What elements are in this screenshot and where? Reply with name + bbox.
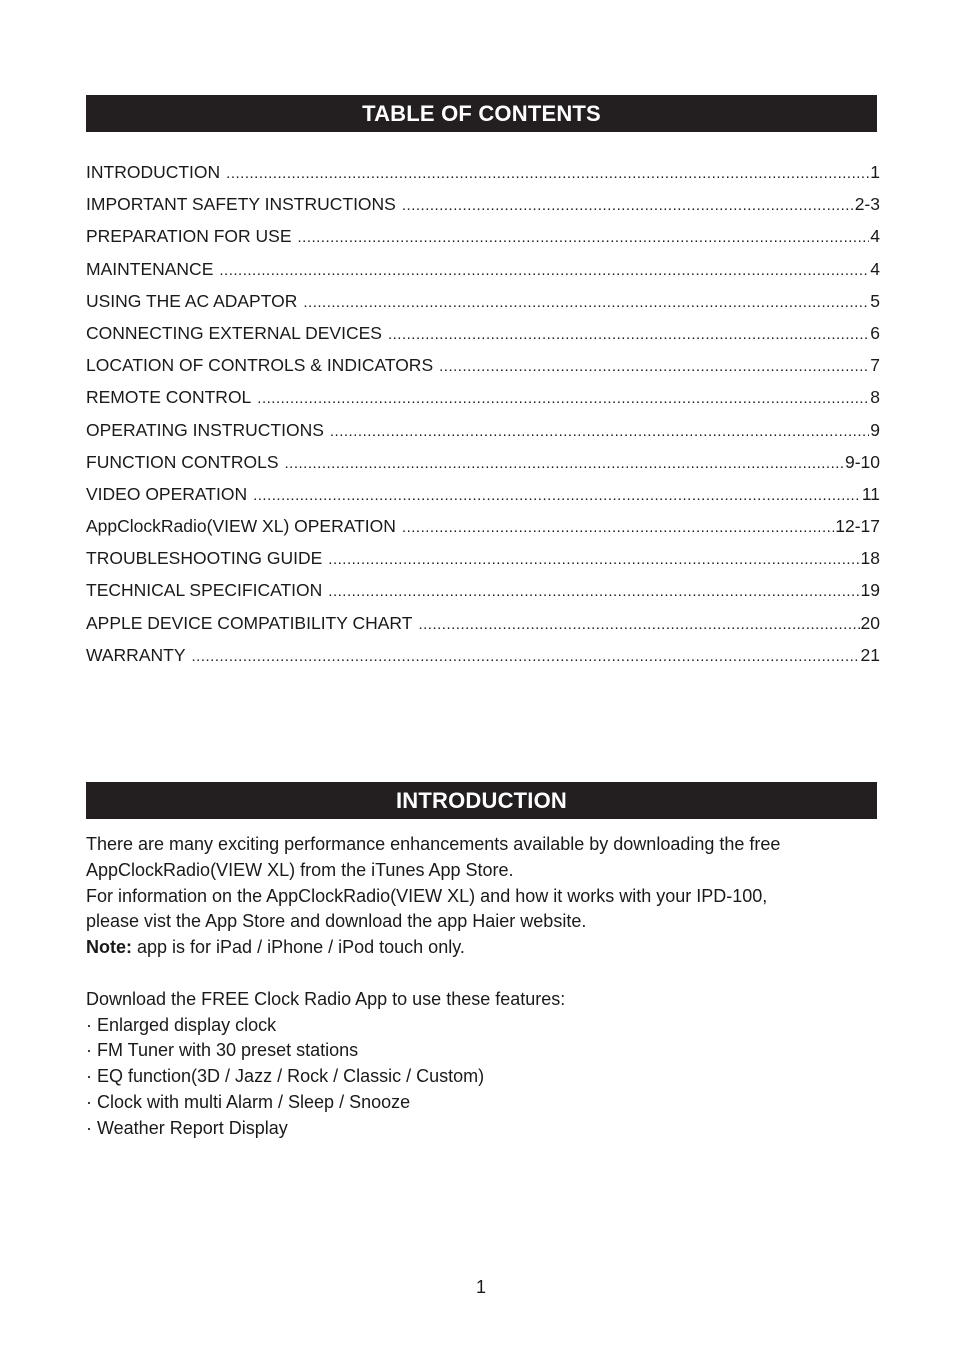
toc-entry[interactable] bbox=[86, 323, 880, 355]
toc-entry[interactable] bbox=[86, 259, 880, 291]
toc-entry[interactable] bbox=[86, 226, 880, 258]
toc-entry-page: 7 bbox=[870, 355, 880, 376]
toc-entry-label: REMOTE CONTROL bbox=[86, 387, 252, 408]
toc-entry-page: 2-3 bbox=[854, 194, 880, 215]
feature-item: · EQ function(3D / Jazz / Rock / Classic / Custom) bbox=[86, 1066, 485, 1087]
toc-entry-page: 11 bbox=[861, 483, 880, 504]
intro-note bbox=[86, 935, 886, 961]
intro-paragraph-line: For information on the AppClockRadio(VIEW XL) and how it works with your IPD-100, bbox=[86, 885, 768, 906]
toc-entry-page: 4 bbox=[870, 226, 880, 247]
toc-leader-dots bbox=[285, 455, 844, 472]
toc-entry-label: FUNCTION CONTROLS bbox=[86, 451, 279, 472]
toc-entry-page: 8 bbox=[870, 387, 880, 408]
toc-entry[interactable] bbox=[86, 580, 880, 612]
toc-leader-dots bbox=[253, 487, 861, 504]
toc-leader-dots bbox=[192, 648, 860, 665]
toc-entry-label: TROUBLESHOOTING GUIDE bbox=[86, 548, 323, 569]
toc-entry[interactable] bbox=[86, 645, 880, 677]
feature-item: · FM Tuner with 30 preset stations bbox=[86, 1040, 359, 1061]
toc-leader-dots bbox=[439, 358, 869, 375]
toc-entry[interactable] bbox=[86, 194, 880, 226]
toc-entry-label: AppClockRadio(VIEW XL) OPERATION bbox=[86, 516, 396, 537]
toc-leader-dots bbox=[402, 519, 834, 536]
toc-entry[interactable] bbox=[86, 291, 880, 323]
toc-entry[interactable] bbox=[86, 484, 880, 516]
toc-leader-dots bbox=[226, 165, 869, 182]
toc-leader-dots bbox=[388, 326, 869, 343]
note-text: app is for iPad / iPhone / iPod touch only. bbox=[132, 937, 465, 958]
intro-paragraph-line: AppClockRadio(VIEW XL) from the iTunes App Store. bbox=[86, 859, 514, 880]
toc-entry-page: 5 bbox=[870, 290, 880, 311]
toc-entry-label: APPLE DEVICE COMPATIBILITY CHART bbox=[86, 612, 413, 633]
toc-entry-label: IMPORTANT SAFETY INSTRUCTIONS bbox=[86, 194, 396, 215]
toc-list bbox=[86, 162, 880, 677]
toc-entry-page: 6 bbox=[870, 322, 880, 343]
note-label: Note: bbox=[86, 937, 132, 958]
toc-leader-dots bbox=[330, 423, 869, 440]
toc-leader-dots bbox=[402, 197, 854, 214]
feature-item: · Clock with multi Alarm / Sleep / Snooze bbox=[86, 1091, 411, 1112]
toc-entry-label: WARRANTY bbox=[86, 644, 186, 665]
toc-entry[interactable] bbox=[86, 420, 880, 452]
toc-entry-page: 12-17 bbox=[835, 516, 880, 537]
toc-heading: TABLE OF CONTENTS bbox=[86, 95, 877, 132]
intro-paragraph-line: There are many exciting performance enhancements available by downloading the free bbox=[86, 834, 781, 854]
toc-entry-label: TECHNICAL SPECIFICATION bbox=[86, 580, 323, 601]
introduction-body bbox=[86, 832, 886, 1142]
intro-paragraph-line: please vist the App Store and download the app Haier website. bbox=[86, 911, 587, 932]
toc-entry-page: 9-10 bbox=[844, 451, 880, 472]
toc-entry-label: OPERATING INSTRUCTIONS bbox=[86, 419, 324, 440]
toc-entry-label: MAINTENANCE bbox=[86, 258, 214, 279]
toc-leader-dots bbox=[298, 229, 870, 246]
toc-entry-page: 20 bbox=[860, 612, 880, 633]
toc-leader-dots bbox=[257, 390, 869, 407]
toc-leader-dots bbox=[328, 551, 859, 568]
toc-entry-label: INTRODUCTION bbox=[86, 162, 221, 182]
toc-leader-dots bbox=[328, 583, 859, 600]
page-number: 1 bbox=[475, 1277, 486, 1297]
introduction-heading: INTRODUCTION bbox=[86, 782, 877, 819]
feature-item: · Weather Report Display bbox=[86, 1117, 288, 1138]
feature-item: · Enlarged display clock bbox=[86, 1014, 277, 1035]
toc-entry-label: CONNECTING EXTERNAL DEVICES bbox=[86, 322, 382, 343]
toc-entry-label: VIDEO OPERATION bbox=[86, 483, 248, 504]
toc-entry[interactable] bbox=[86, 162, 880, 194]
toc-entry-label: USING THE AC ADAPTOR bbox=[86, 290, 298, 311]
toc-entry[interactable] bbox=[86, 387, 880, 419]
toc-entry[interactable] bbox=[86, 516, 880, 548]
toc-entry-page: 4 bbox=[870, 258, 880, 279]
toc-entry-label: PREPARATION FOR USE bbox=[86, 226, 292, 247]
paragraph-spacer bbox=[86, 961, 886, 987]
toc-leader-dots bbox=[219, 262, 869, 279]
toc-entry-label: LOCATION OF CONTROLS & INDICATORS bbox=[86, 355, 434, 376]
toc-entry[interactable] bbox=[86, 355, 880, 387]
toc-leader-dots bbox=[303, 294, 869, 311]
toc-entry[interactable] bbox=[86, 548, 880, 580]
toc-entry-page: 21 bbox=[860, 644, 880, 665]
toc-entry-page: 9 bbox=[870, 419, 880, 440]
features-intro: Download the FREE Clock Radio App to use these features: bbox=[86, 988, 566, 1009]
toc-entry[interactable] bbox=[86, 452, 880, 484]
toc-entry-page: 18 bbox=[860, 548, 880, 569]
toc-entry-page: 1 bbox=[870, 162, 880, 182]
toc-entry[interactable] bbox=[86, 613, 880, 645]
toc-leader-dots bbox=[418, 616, 859, 633]
toc-entry-page: 19 bbox=[860, 580, 880, 601]
